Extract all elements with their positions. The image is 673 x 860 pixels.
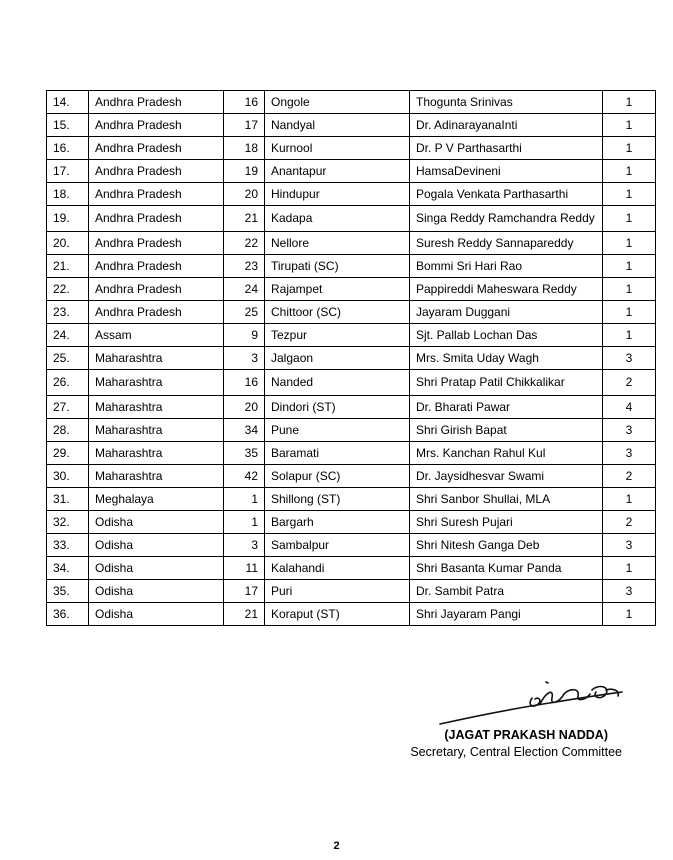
- constituency-name-cell: Anantapur: [265, 160, 410, 183]
- constituency-name-cell: Nellore: [265, 232, 410, 255]
- phase-cell: 2: [603, 465, 656, 488]
- serial-number-cell: 27.: [47, 396, 89, 419]
- serial-number-cell: 35.: [47, 580, 89, 603]
- candidate-name-cell: Suresh Reddy Sannapareddy: [410, 232, 603, 255]
- constituency-name-cell: Koraput (ST): [265, 603, 410, 626]
- candidate-name-cell: Sjt. Pallab Lochan Das: [410, 324, 603, 347]
- table-row: [47, 347, 656, 370]
- constituency-number-cell: 24: [224, 278, 265, 301]
- constituency-number-cell: 23: [224, 255, 265, 278]
- serial-number-cell: 25.: [47, 347, 89, 370]
- candidate-name-cell: Bommi Sri Hari Rao: [410, 255, 603, 278]
- state-cell: Maharashtra: [89, 370, 224, 396]
- phase-cell: 1: [603, 206, 656, 232]
- state-cell: Andhra Pradesh: [89, 301, 224, 324]
- constituency-name-cell: Dindori (ST): [265, 396, 410, 419]
- phase-cell: 1: [603, 160, 656, 183]
- constituency-number-cell: 9: [224, 324, 265, 347]
- phase-cell: 3: [603, 534, 656, 557]
- candidate-name-cell: Shri Pratap Patil Chikkalikar: [410, 370, 603, 396]
- phase-cell: 1: [603, 324, 656, 347]
- constituency-number-cell: 20: [224, 396, 265, 419]
- table-row: [47, 278, 656, 301]
- constituency-name-cell: Shillong (ST): [265, 488, 410, 511]
- table-row: [47, 603, 656, 626]
- candidate-name-cell: Shri Girish Bapat: [410, 419, 603, 442]
- constituency-number-cell: 21: [224, 206, 265, 232]
- table-row: [47, 465, 656, 488]
- constituency-name-cell: Nandyal: [265, 114, 410, 137]
- table-row: [47, 534, 656, 557]
- table-row: [47, 442, 656, 465]
- table-row: [47, 91, 656, 114]
- constituency-number-cell: 25: [224, 301, 265, 324]
- table-row: [47, 160, 656, 183]
- constituency-number-cell: 11: [224, 557, 265, 580]
- constituency-number-cell: 18: [224, 137, 265, 160]
- constituency-number-cell: 22: [224, 232, 265, 255]
- state-cell: Maharashtra: [89, 419, 224, 442]
- serial-number-cell: 15.: [47, 114, 89, 137]
- serial-number-cell: 34.: [47, 557, 89, 580]
- phase-cell: 1: [603, 137, 656, 160]
- constituency-number-cell: 16: [224, 370, 265, 396]
- phase-cell: 3: [603, 419, 656, 442]
- table-row: [47, 557, 656, 580]
- phase-cell: 1: [603, 255, 656, 278]
- phase-cell: 1: [603, 278, 656, 301]
- signer-title: Secretary, Central Election Committee: [410, 745, 622, 759]
- candidate-name-cell: Shri Nitesh Ganga Deb: [410, 534, 603, 557]
- state-cell: Andhra Pradesh: [89, 91, 224, 114]
- serial-number-cell: 17.: [47, 160, 89, 183]
- constituency-name-cell: Bargarh: [265, 511, 410, 534]
- constituency-number-cell: 20: [224, 183, 265, 206]
- signature-image: [436, 678, 636, 728]
- state-cell: Maharashtra: [89, 347, 224, 370]
- constituency-name-cell: Hindupur: [265, 183, 410, 206]
- constituency-number-cell: 21: [224, 603, 265, 626]
- state-cell: Andhra Pradesh: [89, 232, 224, 255]
- phase-cell: 1: [603, 603, 656, 626]
- state-cell: Andhra Pradesh: [89, 114, 224, 137]
- constituency-name-cell: Nanded: [265, 370, 410, 396]
- constituency-number-cell: 17: [224, 580, 265, 603]
- constituency-number-cell: 42: [224, 465, 265, 488]
- state-cell: Assam: [89, 324, 224, 347]
- phase-cell: 4: [603, 396, 656, 419]
- state-cell: Andhra Pradesh: [89, 255, 224, 278]
- constituency-name-cell: Chittoor (SC): [265, 301, 410, 324]
- state-cell: Odisha: [89, 603, 224, 626]
- state-cell: Andhra Pradesh: [89, 137, 224, 160]
- phase-cell: 1: [603, 232, 656, 255]
- table-row: [47, 114, 656, 137]
- candidate-table: [46, 90, 656, 626]
- table-row: [47, 580, 656, 603]
- candidate-name-cell: Shri Sanbor Shullai, MLA: [410, 488, 603, 511]
- candidate-name-cell: Shri Basanta Kumar Panda: [410, 557, 603, 580]
- table-row: [47, 206, 656, 232]
- table-row: [47, 324, 656, 347]
- phase-cell: 3: [603, 580, 656, 603]
- serial-number-cell: 33.: [47, 534, 89, 557]
- serial-number-cell: 30.: [47, 465, 89, 488]
- serial-number-cell: 29.: [47, 442, 89, 465]
- constituency-number-cell: 34: [224, 419, 265, 442]
- phase-cell: 1: [603, 114, 656, 137]
- serial-number-cell: 23.: [47, 301, 89, 324]
- phase-cell: 2: [603, 511, 656, 534]
- phase-cell: 2: [603, 370, 656, 396]
- state-cell: Andhra Pradesh: [89, 206, 224, 232]
- candidate-name-cell: Dr. P V Parthasarthi: [410, 137, 603, 160]
- constituency-name-cell: Ongole: [265, 91, 410, 114]
- state-cell: Odisha: [89, 580, 224, 603]
- candidate-name-cell: Dr. Sambit Patra: [410, 580, 603, 603]
- candidate-name-cell: Pappireddi Maheswara Reddy: [410, 278, 603, 301]
- serial-number-cell: 16.: [47, 137, 89, 160]
- table-row: [47, 419, 656, 442]
- state-cell: Maharashtra: [89, 396, 224, 419]
- constituency-name-cell: Tezpur: [265, 324, 410, 347]
- state-cell: Andhra Pradesh: [89, 278, 224, 301]
- serial-number-cell: 21.: [47, 255, 89, 278]
- candidate-name-cell: Mrs. Smita Uday Wagh: [410, 347, 603, 370]
- serial-number-cell: 19.: [47, 206, 89, 232]
- constituency-name-cell: Jalgaon: [265, 347, 410, 370]
- constituency-name-cell: Solapur (SC): [265, 465, 410, 488]
- constituency-name-cell: Baramati: [265, 442, 410, 465]
- state-cell: Odisha: [89, 511, 224, 534]
- state-cell: Meghalaya: [89, 488, 224, 511]
- constituency-number-cell: 1: [224, 488, 265, 511]
- state-cell: Maharashtra: [89, 465, 224, 488]
- constituency-name-cell: Pune: [265, 419, 410, 442]
- table-row: [47, 488, 656, 511]
- candidate-name-cell: Dr. Jaysidhesvar Swami: [410, 465, 603, 488]
- candidate-name-cell: Thogunta Srinivas: [410, 91, 603, 114]
- state-cell: Andhra Pradesh: [89, 160, 224, 183]
- candidate-name-cell: Shri Suresh Pujari: [410, 511, 603, 534]
- serial-number-cell: 26.: [47, 370, 89, 396]
- signer-name: (JAGAT PRAKASH NADDA): [444, 728, 608, 742]
- constituency-number-cell: 3: [224, 347, 265, 370]
- candidate-name-cell: Pogala Venkata Parthasarthi: [410, 183, 603, 206]
- constituency-number-cell: 17: [224, 114, 265, 137]
- constituency-number-cell: 1: [224, 511, 265, 534]
- phase-cell: 1: [603, 183, 656, 206]
- constituency-name-cell: Puri: [265, 580, 410, 603]
- table-row: [47, 370, 656, 396]
- serial-number-cell: 36.: [47, 603, 89, 626]
- state-cell: Odisha: [89, 557, 224, 580]
- table-row: [47, 255, 656, 278]
- candidate-table-body: [47, 91, 656, 626]
- serial-number-cell: 22.: [47, 278, 89, 301]
- constituency-name-cell: Kalahandi: [265, 557, 410, 580]
- constituency-name-cell: Sambalpur: [265, 534, 410, 557]
- handwritten-signature: [436, 678, 636, 728]
- candidate-name-cell: Dr. AdinarayanaInti: [410, 114, 603, 137]
- serial-number-cell: 14.: [47, 91, 89, 114]
- serial-number-cell: 32.: [47, 511, 89, 534]
- candidate-name-cell: Jayaram Duggani: [410, 301, 603, 324]
- state-cell: Odisha: [89, 534, 224, 557]
- serial-number-cell: 18.: [47, 183, 89, 206]
- table-row: [47, 396, 656, 419]
- candidate-name-cell: Shri Jayaram Pangi: [410, 603, 603, 626]
- candidate-name-cell: Dr. Bharati Pawar: [410, 396, 603, 419]
- state-cell: Maharashtra: [89, 442, 224, 465]
- candidate-name-cell: Singa Reddy Ramchandra Reddy: [410, 206, 603, 232]
- constituency-number-cell: 16: [224, 91, 265, 114]
- table-row: [47, 137, 656, 160]
- candidate-name-cell: Mrs. Kanchan Rahul Kul: [410, 442, 603, 465]
- phase-cell: 3: [603, 347, 656, 370]
- constituency-number-cell: 3: [224, 534, 265, 557]
- table-row: [47, 232, 656, 255]
- constituency-number-cell: 35: [224, 442, 265, 465]
- constituency-name-cell: Kadapa: [265, 206, 410, 232]
- serial-number-cell: 20.: [47, 232, 89, 255]
- candidate-name-cell: HamsaDevineni: [410, 160, 603, 183]
- constituency-number-cell: 19: [224, 160, 265, 183]
- constituency-name-cell: Tirupati (SC): [265, 255, 410, 278]
- phase-cell: 1: [603, 301, 656, 324]
- constituency-name-cell: Kurnool: [265, 137, 410, 160]
- page-number: 2: [333, 840, 340, 852]
- table-row: [47, 301, 656, 324]
- serial-number-cell: 31.: [47, 488, 89, 511]
- serial-number-cell: 28.: [47, 419, 89, 442]
- table-row: [47, 183, 656, 206]
- phase-cell: 1: [603, 488, 656, 511]
- phase-cell: 3: [603, 442, 656, 465]
- phase-cell: 1: [603, 91, 656, 114]
- state-cell: Andhra Pradesh: [89, 183, 224, 206]
- phase-cell: 1: [603, 557, 656, 580]
- constituency-name-cell: Rajampet: [265, 278, 410, 301]
- table-row: [47, 511, 656, 534]
- serial-number-cell: 24.: [47, 324, 89, 347]
